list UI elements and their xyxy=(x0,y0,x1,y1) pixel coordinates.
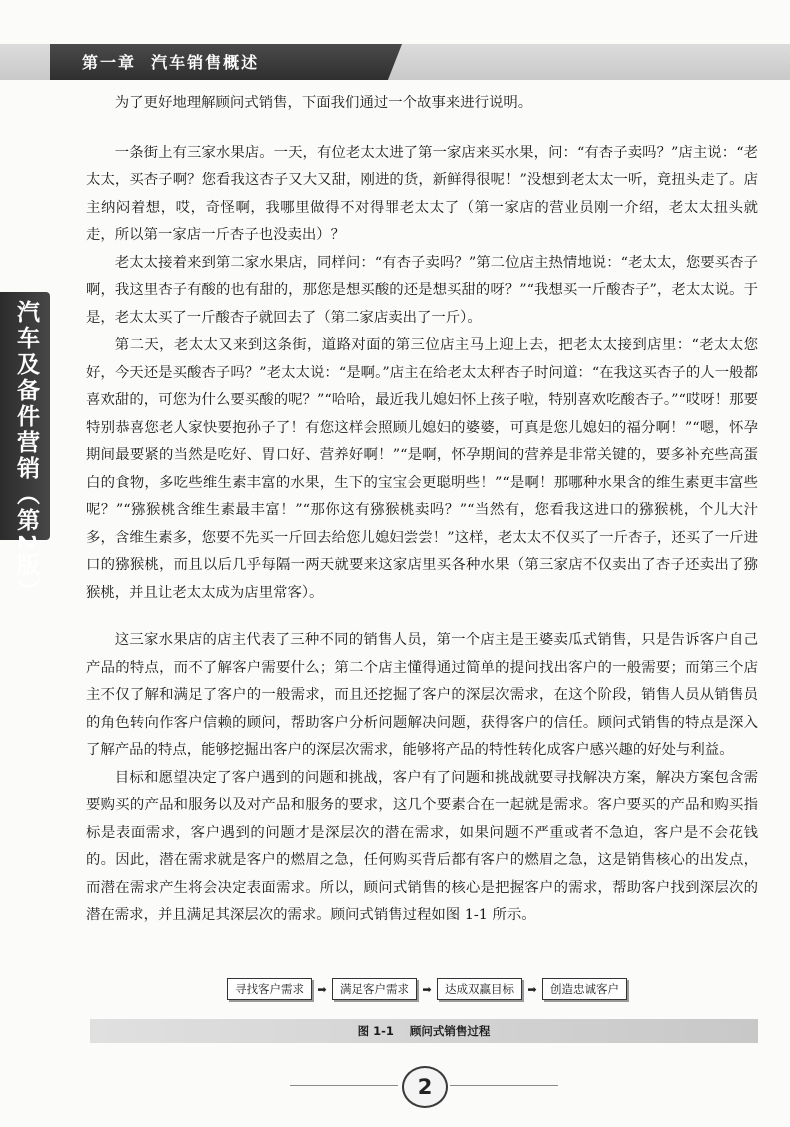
arrow-right-icon: ➡ xyxy=(317,982,327,996)
paragraph: 第二天，老太太又来到这条街，道路对面的第三位店主马上迎上去，把老太太接到店里：“老太太您好，今天还是买酸杏子吗？”老太太说：“是啊。”店主在给老太太秤杏子时问道：“在我这买杏子的人一般都喜欢甜的，可您为什么要买酸的呢？”“哈哈，最近我儿媳妇怀上孩子啦，特别喜欢吃酸杏子。”“哎呀！那要特别恭喜您老人家快要抱孙子了！有您这样会照顾儿媳妇的婆婆，可真是您儿媳妇的福分啊！”“嗯，怀孕期间最要紧的当然是吃好、胃口好、营养好啊！”“是啊，怀孕期间的营养是非常关键的，要多补充些高蛋白的食物，多吃些维生素丰富的水果，生下的宝宝会更聪明些！”“是啊！那哪种水果含的维生素更丰富些呢？”“猕猴桃含维生素最丰富！”“那你这有猕猴桃卖吗？”“当然有，您看我这进口的猕猴桃，个儿大汁多，含维生素多，您要不先买一斤回去给您儿媳妇尝尝！”这样，老太太不仅买了一斤杏子，还买了一斤进口的猕猴桃，而且以后几乎每隔一两天就要来这家店里买各种水果（第三家店不仅卖出了杏子还卖出了猕猴桃，并且让老太太成为店里常客）。 xyxy=(86,337,758,601)
footer-rule-right xyxy=(450,1085,558,1086)
chapter-heading xyxy=(82,50,259,76)
process-flow-diagram xyxy=(227,976,767,1002)
figure-caption-text: 顾问式销售过程 xyxy=(409,1024,491,1038)
chapter-title: 汽车销售概述 xyxy=(151,53,260,72)
flow-step: 创造忠诚客户 xyxy=(542,978,627,1000)
paragraph: 一条街上有三家水果店。一天，有位老太太进了第一家店来买水果，问：“有杏子卖吗？”店主说：“老太太，买杏子啊？您看我这杏子又大又甜，刚进的货，新鲜得很呢！”没想到老太太一听，竟扭头走了。店主纳闷着想，哎，奇怪啊，我哪里做得不对得罪老太太了（第一家店的营业员刚一介绍，老太太扭头就走，所以第一家店一斤杏子也没卖出）？ xyxy=(86,144,758,243)
chapter-label: 第一章 xyxy=(82,53,137,72)
paragraph: 目标和愿望决定了客户遇到的问题和挑战，客户有了问题和挑战就要寻找解决方案，解决方案包含需要购买的产品和服务以及对产品和服务的要求，这几个要素合在一起就是需求。客户要买的产品和购买指标是表面需求，客户遇到的问题才是深层次的潜在需求，如果问题不严重或者不急迫，客户是不会花钱的。因此，潜在需求就是客户的燃眉之急，任何购买背后都有客户的燃眉之急，这是销售核心的出发点，而潜在需求产生将会决定表面需求。所以，顾问式销售的核心是把握客户的需求，帮助客户找到深层次的潜在需求，并且满足其深层次的需求。顾问式销售过程如图 1-1 所示。 xyxy=(86,769,758,923)
figure-label: 图 1-1 xyxy=(357,1024,394,1038)
paragraph: 这三家水果店的店主代表了三种不同的销售人员，第一个店主是王婆卖瓜式销售，只是告诉客户自己产品的特点，而不了解客户需要什么；第二个店主懂得通过简单的提问找出客户的一般需要；而第三个店主不仅了解和满足了客户的一般需求，而且还挖掘了客户的深层次需求，在这个阶段，销售人员从销售员的角色转向作客户信赖的顾问，帮助客户分析问题解决问题，获得客户的信任。顾问式销售的特点是深入了解产品的特点，能够挖掘出客户的深层次需求，能够将产品的特性转化成客户感兴趣的好处与利益。 xyxy=(86,632,758,758)
footer-rule-left xyxy=(290,1085,398,1086)
body-text xyxy=(86,90,758,930)
book-title: 汽车及备件营销（第2版） xyxy=(13,300,39,606)
arrow-right-icon: ➡ xyxy=(422,982,432,996)
paragraph: 老太太接着来到第二家水果店，同样问：“有杏子卖吗？”第二位店主热情地说：“老太太，您要买杏子啊，我这里杏子有酸的也有甜的，那您是想买酸的还是想买甜的呀？”“我想买一斤酸杏子”，老太太说。于是，老太太买了一斤酸杏子就回去了（第二家店卖出了一斤）。 xyxy=(86,254,758,326)
flow-step: 达成双赢目标 xyxy=(437,978,522,1000)
flow-step: 满足客户需求 xyxy=(332,978,417,1000)
page-number: 2 xyxy=(402,1066,448,1108)
figure-caption xyxy=(90,1019,758,1043)
paragraph: 为了更好地理解顾问式销售，下面我们通过一个故事来进行说明。 xyxy=(114,95,533,111)
flow-step: 寻找客户需求 xyxy=(227,978,312,1000)
arrow-right-icon: ➡ xyxy=(527,982,537,996)
